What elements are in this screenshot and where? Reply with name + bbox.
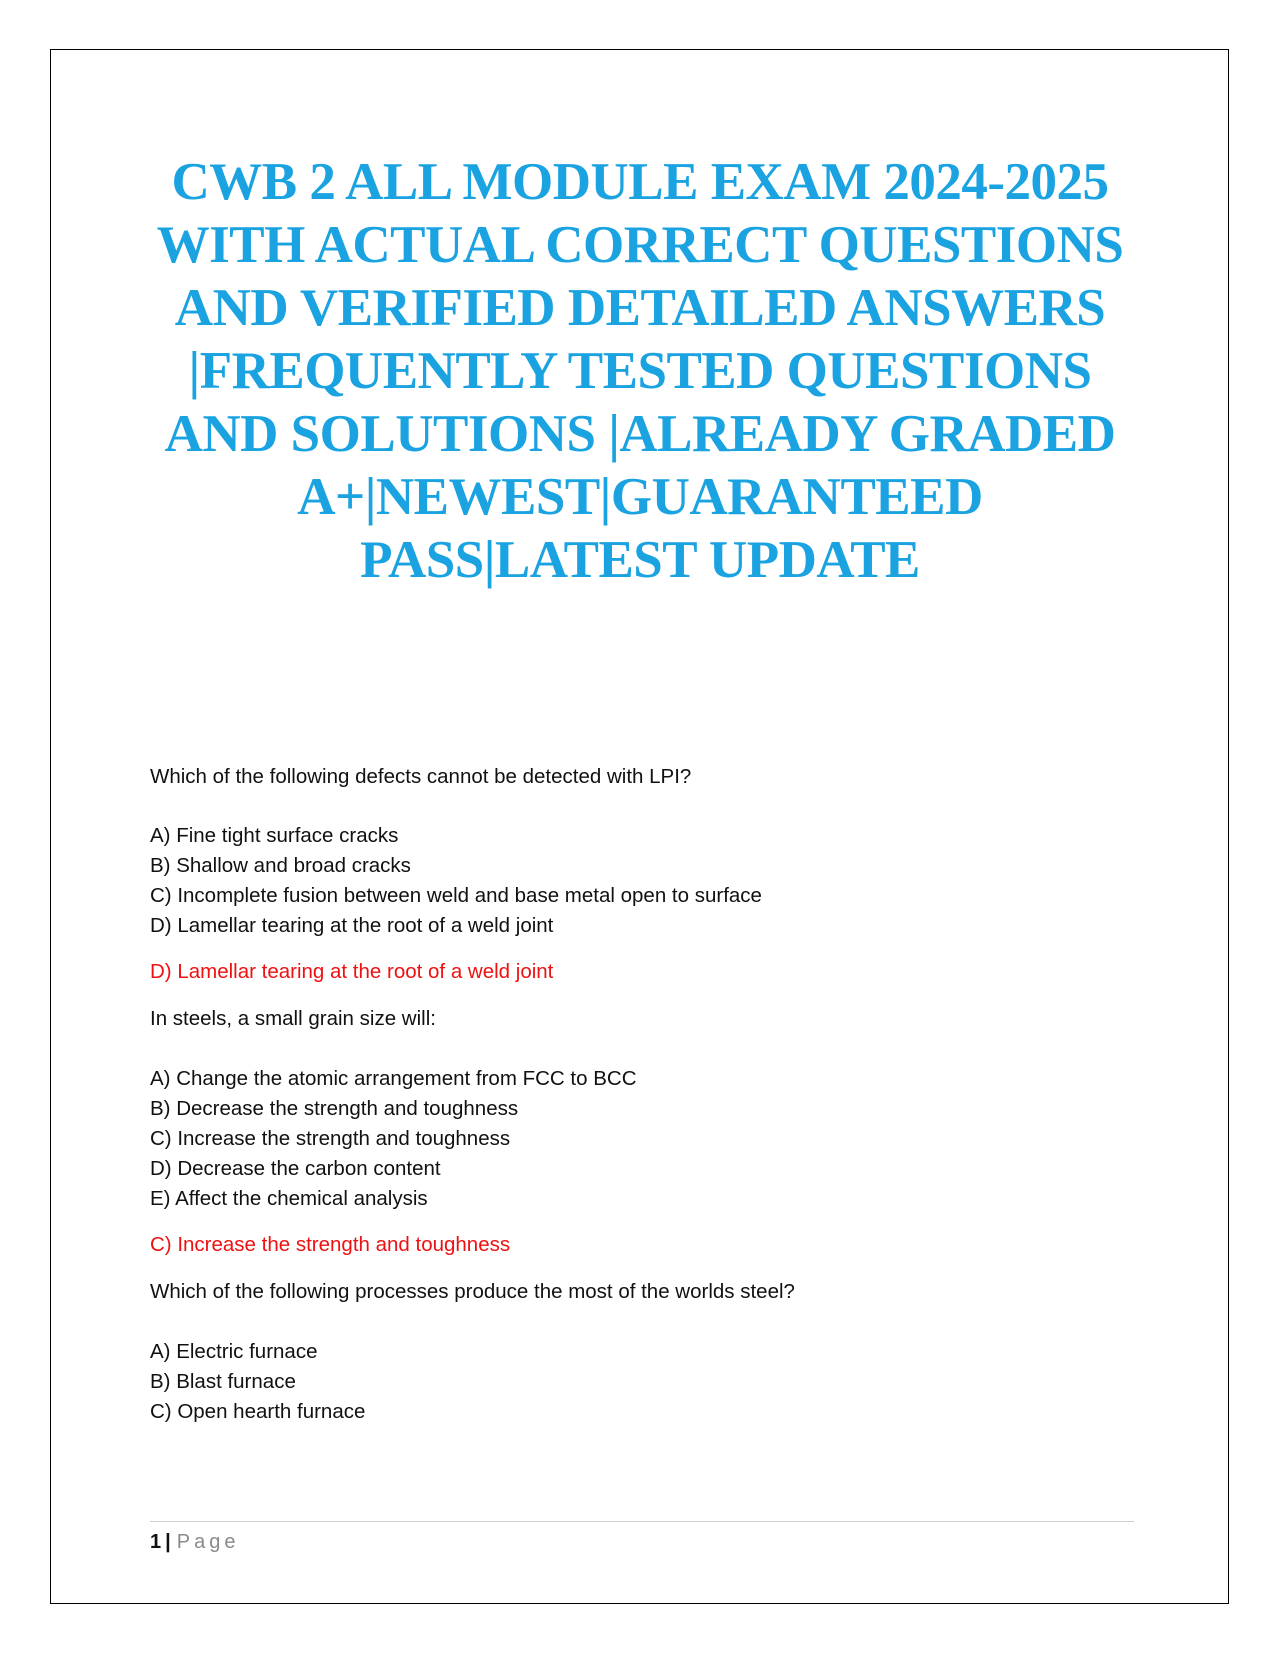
page-footer [150,1529,239,1555]
question-2-option-a: A) Change the atomic arrangement from FCC to BCC [150,1067,637,1090]
question-3-option-a: A) Electric furnace [150,1340,318,1363]
question-2-option-b: B) Decrease the strength and toughness [150,1097,519,1120]
question-1-option-a: A) Fine tight surface cracks [150,824,399,847]
page-separator: | [165,1531,171,1553]
question-1-option-b: B) Shallow and broad cracks [150,854,411,877]
question-1-text: Which of the following defects cannot be detected with LPI? [150,765,692,788]
question-2-answer: C) Increase the strength and toughness [150,1233,511,1256]
title-line: A+|NEWEST|GUARANTEED [297,468,983,526]
question-2-option-e: E) Affect the chemical analysis [150,1187,428,1210]
page-number: 1 [150,1531,162,1553]
question-1-answer: D) Lamellar tearing at the root of a weld joint [150,960,554,983]
footer-divider [150,1521,1134,1522]
question-2-option-d: D) Decrease the carbon content [150,1157,441,1180]
question-1-option-c: C) Incomplete fusion between weld and base metal open to surface [150,884,762,907]
title-line: PASS|LATEST UPDATE [360,531,920,589]
question-1-option-d: D) Lamellar tearing at the root of a weld joint [150,914,554,937]
document-title [120,151,1160,592]
question-3-option-c: C) Open hearth furnace [150,1400,366,1423]
question-2-text: In steels, a small grain size will: [150,1007,436,1030]
title-line: AND VERIFIED DETAILED ANSWERS [174,279,1106,337]
title-line: WITH ACTUAL CORRECT QUESTIONS [156,216,1124,274]
question-3-text: Which of the following processes produce the most of the worlds steel? [150,1280,795,1303]
question-2-option-c: C) Increase the strength and toughness [150,1127,511,1150]
title-line: |FREQUENTLY TESTED QUESTIONS [188,342,1092,400]
question-3-option-b: B) Blast furnace [150,1370,296,1393]
title-line: CWB 2 ALL MODULE EXAM 2024-2025 [171,153,1109,211]
title-line: AND SOLUTIONS |ALREADY GRADED [164,405,1116,463]
page-label: Page [176,1531,240,1553]
